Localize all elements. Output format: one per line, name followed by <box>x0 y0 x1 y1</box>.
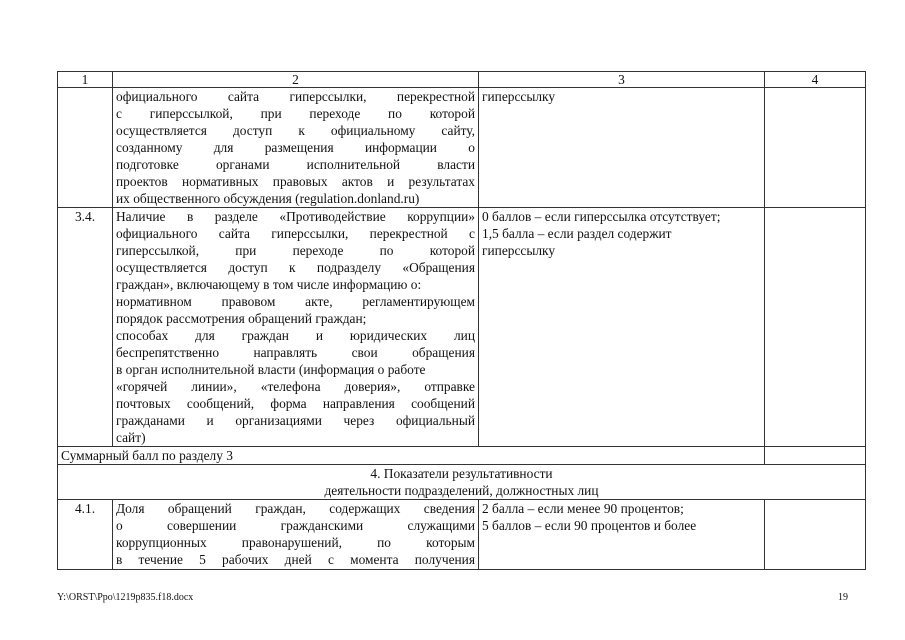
footer-file-path: Y:\ORST\Ppo\1219p835.f18.docx <box>57 592 194 603</box>
criterion-line: осуществляется доступ к подразделу «Обращения <box>116 260 475 275</box>
section-heading <box>58 465 866 500</box>
criterion-line: почтовых сообщений, форма направления сообщений <box>116 396 475 411</box>
criterion-line: нормативном правовом акте, регламентирующем <box>116 294 475 309</box>
header-col-4: 4 <box>765 72 866 88</box>
header-col-2: 2 <box>113 72 479 88</box>
criterion-line: о совершении гражданскими служащими <box>116 518 475 533</box>
criterion-line: «горячей линии», «телефона доверия», отправке <box>116 379 475 394</box>
criterion-line: беспрепятственно направлять свои обращения <box>116 345 475 360</box>
criterion-line: осуществляется доступ к официальному сайту, <box>116 123 475 138</box>
header-row <box>58 72 866 88</box>
row-number-cell: 4.1. <box>58 500 113 570</box>
score-line: 2 балла – если менее 90 процентов; <box>482 501 684 516</box>
table-row-3-4 <box>58 208 866 447</box>
table-row-continued <box>58 88 866 208</box>
notes-cell <box>765 208 866 447</box>
notes-cell <box>765 88 866 208</box>
criterion-line: официального сайта гиперссылки, перекрестной <box>116 89 475 104</box>
criterion-line: гиперссылкой, при переходе по которой <box>116 243 475 258</box>
criterion-cell <box>113 500 479 570</box>
criterion-line: их общественного обсуждения (regulation.donland.ru) <box>116 191 420 206</box>
criterion-line: в орган исполнительной власти (информация о работе <box>116 362 426 377</box>
criteria-table <box>57 71 866 570</box>
criterion-line: созданному для размещения информации о <box>116 140 475 155</box>
section-heading-line: деятельности подразделений, должностных лиц <box>324 483 599 498</box>
criterion-line: порядок рассмотрения обращений граждан; <box>116 311 367 326</box>
criterion-line: способах для граждан и юридических лиц <box>116 328 475 343</box>
page-number: 19 <box>838 592 848 603</box>
row-number-cell <box>58 88 113 208</box>
criterion-line: в течение 5 рабочих дней с момента получения <box>116 552 475 567</box>
score-line: гиперссылку <box>482 89 556 104</box>
section-heading-line: 4. Показатели результативности <box>370 466 553 481</box>
section-heading-row <box>58 465 866 500</box>
score-line: гиперссылку <box>482 243 556 258</box>
notes-cell <box>765 500 866 570</box>
criterion-line: официального сайта гиперссылки, перекрестной с <box>116 226 475 241</box>
score-line: 0 баллов – если гиперссылка отсутствует; <box>482 209 721 224</box>
criterion-line: подготовке органами исполнительной власти <box>116 157 475 172</box>
summary-label: Суммарный балл по разделу 3 <box>58 447 765 465</box>
criterion-line: гражданами и организациями через официальный <box>116 413 475 428</box>
criterion-line: Доля обращений граждан, содержащих сведения <box>116 501 475 516</box>
summary-value-cell <box>765 447 866 465</box>
criterion-line: проектов нормативных правовых актов и результатах <box>116 174 475 189</box>
summary-row <box>58 447 866 465</box>
criterion-line: граждан», включающему в том числе информацию о: <box>116 277 422 292</box>
criterion-line: коррупционных правонарушений, по которым <box>116 535 475 550</box>
score-cell <box>479 88 765 208</box>
header-col-3: 3 <box>479 72 765 88</box>
criterion-line: сайт) <box>116 430 146 445</box>
criterion-cell <box>113 88 479 208</box>
score-cell <box>479 500 765 570</box>
score-line: 1,5 балла – если раздел содержит <box>482 226 672 241</box>
score-line: 5 баллов – если 90 процентов и более <box>482 518 697 533</box>
criterion-line: с гиперссылкой, при переходе по которой <box>116 106 475 121</box>
table-row-4-1 <box>58 500 866 570</box>
criterion-line: Наличие в разделе «Противодействие коррупции» <box>116 209 475 224</box>
header-col-1: 1 <box>58 72 113 88</box>
score-cell <box>479 208 765 447</box>
row-number-cell: 3.4. <box>58 208 113 447</box>
criterion-cell <box>113 208 479 447</box>
